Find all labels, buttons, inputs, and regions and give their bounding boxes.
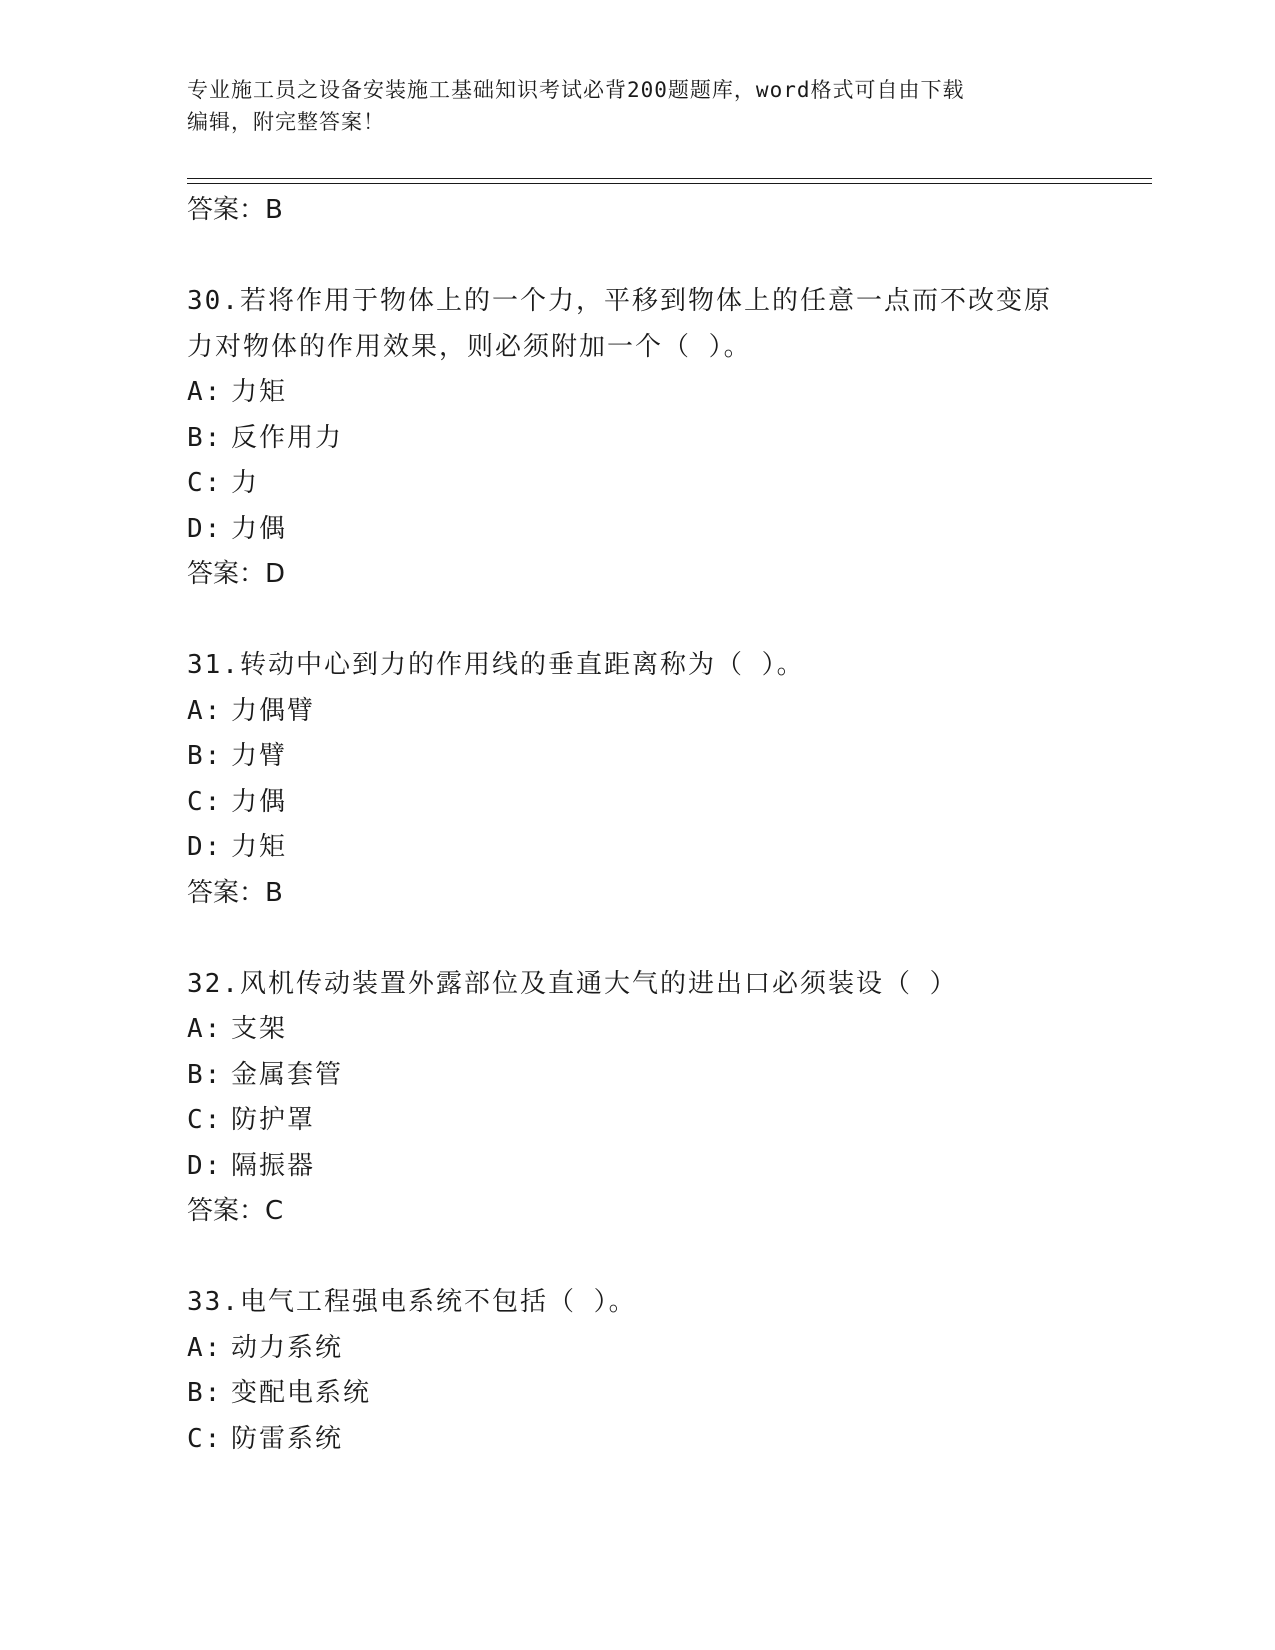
option-item bbox=[187, 1326, 1147, 1372]
header-divider-top bbox=[187, 178, 1152, 179]
option-item bbox=[187, 1417, 1147, 1463]
option-key: B: bbox=[187, 1059, 223, 1090]
option-text: 防护罩 bbox=[231, 1105, 316, 1135]
option-text: 支架 bbox=[231, 1014, 288, 1044]
option-item bbox=[187, 461, 1147, 507]
question-33-text-line: 33.电气工程强电系统不包括（ ）。 bbox=[187, 1287, 637, 1317]
header-divider-bottom bbox=[187, 183, 1152, 184]
option-text: 力偶 bbox=[231, 513, 288, 544]
option-key: D: bbox=[187, 1150, 223, 1181]
option-key: C: bbox=[187, 786, 223, 817]
option-text: 反作用力 bbox=[231, 422, 344, 453]
option-item bbox=[187, 1144, 1147, 1190]
option-key: A: bbox=[187, 377, 223, 407]
option-key: B: bbox=[187, 741, 223, 771]
option-key: D: bbox=[187, 513, 223, 544]
option-item bbox=[187, 1371, 1147, 1417]
header-title-line-2: 编辑，附完整答案！ bbox=[187, 110, 385, 134]
previous-answer: 答案：B bbox=[187, 195, 283, 225]
option-key: C: bbox=[187, 1423, 223, 1454]
option-item bbox=[187, 507, 1147, 553]
option-item bbox=[187, 689, 1147, 735]
option-key: A: bbox=[187, 1332, 223, 1363]
option-key: A: bbox=[187, 695, 223, 726]
option-text: 金属套管 bbox=[231, 1059, 344, 1090]
option-item bbox=[187, 416, 1147, 462]
option-text: 动力系统 bbox=[231, 1332, 344, 1363]
option-item bbox=[187, 825, 1147, 871]
option-key: C: bbox=[187, 1105, 223, 1135]
option-text: 力 bbox=[231, 468, 260, 498]
answer-line: 答案：C bbox=[187, 1196, 284, 1226]
option-text: 力矩 bbox=[231, 832, 288, 862]
option-text: 力矩 bbox=[231, 377, 288, 407]
header-title-line-1: 专业施工员之设备安装施工基础知识考试必背200题题库，word格式可自由下载 bbox=[187, 78, 965, 102]
answer-line: 答案：D bbox=[187, 559, 286, 589]
option-item bbox=[187, 1098, 1147, 1144]
question-31-text-line: 31.转动中心到力的作用线的垂直距离称为（ ）。 bbox=[187, 650, 805, 680]
document-header bbox=[187, 74, 1087, 138]
option-key: B: bbox=[187, 422, 223, 453]
option-key: C: bbox=[187, 468, 223, 498]
question-list bbox=[187, 188, 1147, 1462]
option-text: 力臂 bbox=[231, 741, 288, 771]
option-text: 力偶臂 bbox=[231, 695, 316, 726]
option-key: A: bbox=[187, 1014, 223, 1044]
option-item bbox=[187, 1007, 1147, 1053]
option-item bbox=[187, 1053, 1147, 1099]
option-item bbox=[187, 780, 1147, 826]
option-key: B: bbox=[187, 1378, 223, 1408]
question-30-text-line: 力对物体的作用效果，则必须附加一个（ ）。 bbox=[187, 331, 752, 362]
option-text: 力偶 bbox=[231, 786, 288, 817]
option-text: 防雷系统 bbox=[231, 1423, 344, 1454]
option-text: 变配电系统 bbox=[231, 1378, 372, 1408]
question-32-text-line: 32.风机传动装置外露部位及直通大气的进出口必须装设（ ） bbox=[187, 968, 958, 999]
option-key: D: bbox=[187, 832, 223, 862]
option-text: 隔振器 bbox=[231, 1150, 316, 1181]
answer-line: 答案：B bbox=[187, 877, 283, 908]
option-item bbox=[187, 734, 1147, 780]
option-item bbox=[187, 370, 1147, 416]
question-30-text-line: 30.若将作用于物体上的一个力，平移到物体上的任意一点而不改变原 bbox=[187, 286, 1052, 316]
